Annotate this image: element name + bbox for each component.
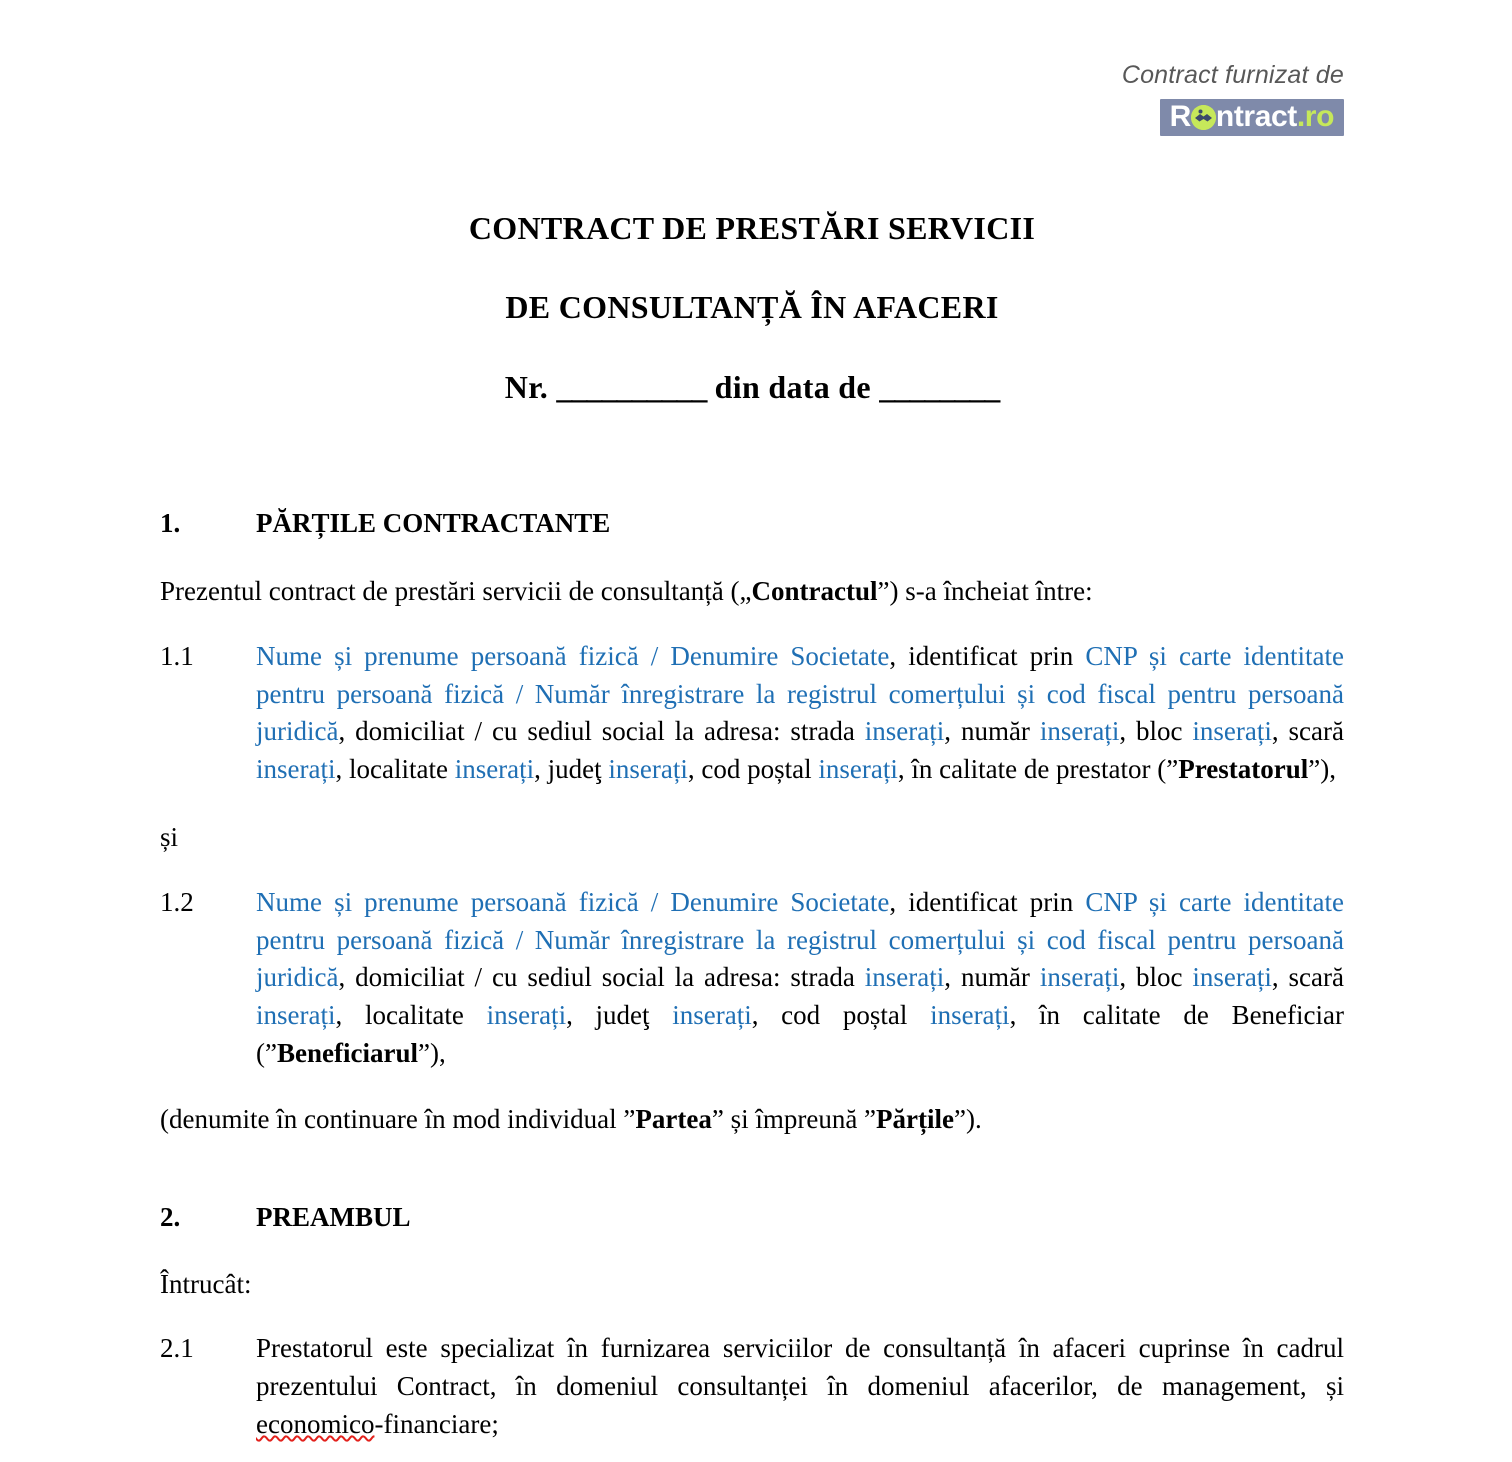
clause-1-1-number: 1.1: [160, 640, 194, 671]
field-party1-postcode[interactable]: inserați: [818, 754, 898, 785]
nr-label: Nr.: [504, 369, 557, 405]
intro-text-a: Prezentul contract de prestări servicii de consultanță (: [160, 576, 740, 606]
section-1-title: PĂRȚILE CONTRACTANTE: [256, 508, 611, 538]
intro-defined-term: Contractul: [751, 576, 878, 606]
parties-definition: (denumite în continuare în mod individual ”Partea” și împreună ”Părțile”).: [160, 1103, 982, 1134]
clause-1-2-number: 1.2: [160, 886, 194, 917]
field-party2-county[interactable]: inserați: [672, 1000, 752, 1031]
field-party1-staircase[interactable]: inserați: [256, 754, 336, 785]
intro-text-b: ) s-a încheiat între:: [889, 576, 1093, 606]
document-title-line1: CONTRACT DE PRESTĂRI SERVICII: [468, 210, 1036, 246]
field-party1-county[interactable]: inserați: [608, 754, 688, 785]
rontract-logo[interactable]: [1160, 99, 1344, 136]
branding-block: [1024, 62, 1344, 136]
field-party1-street[interactable]: inserați: [864, 716, 945, 747]
field-party2-postcode[interactable]: inserați: [930, 1000, 1010, 1031]
section-heading-1: [160, 508, 1344, 539]
section-2-lead: Întrucât:: [160, 1268, 252, 1299]
clause-2-1-body: Prestatorul este specializat în furnizarea serviciilor de consultanță în afaceri cuprinse în cadrul prezentului Contract, în domeniul consultanței în domeniul afacerilor, de management, și economico-financiare;: [256, 1333, 1344, 1439]
clause-1-1-body: Nume și prenume persoană fizică / Denumire Societate, identificat prin CNP și carte identitate pentru persoană fizică / Număr înregistrare la registrul comerțului și cod fiscal pentru persoană juridică, domiciliat / cu sediul social la adresa: strada inserați, număr inserați, bloc inserați, scară inserați, localitate inserați, judeţ inserați, cod poștal inserați, în calitate de prestator (”Prestatorul”),: [256, 640, 1345, 785]
clause-2-1: [160, 1330, 1344, 1443]
field-party2-street[interactable]: inserați: [864, 962, 945, 993]
field-party2-id[interactable]: CNP și carte identitate pentru persoană fizică / Număr înregistrare la registrul comerțului și cod fiscal pentru persoană juridică: [256, 886, 1344, 993]
intro-quote-open: „: [739, 576, 752, 606]
field-party2-city[interactable]: inserați: [486, 1000, 567, 1031]
logo-tld: .ro: [1296, 99, 1334, 133]
handshake-icon: [1191, 105, 1216, 130]
clause-1-2: [160, 884, 1344, 1073]
logo-letter-r: R: [1169, 99, 1191, 133]
clause-1-1: [160, 638, 1344, 789]
field-party1-city[interactable]: inserați: [454, 754, 535, 785]
clause-2-1-number: 2.1: [160, 1333, 194, 1364]
document-title-line2: DE CONSULTANȚĂ ÎN AFACERI: [505, 289, 999, 325]
defined-term-prestatorul: Prestatorul: [1178, 754, 1309, 785]
section-1-intro: [160, 573, 1344, 611]
clause-1-2-body: Nume și prenume persoană fizică / Denumire Societate, identificat prin CNP și carte identitate pentru persoană fizică / Număr înregistrare la registrul comerțului și cod fiscal pentru persoană juridică, domiciliat / cu sediul social la adresa: strada inserați, număr inserați, bloc inserați, scară inserați, localitate inserați, judeţ inserați, cod poștal inserați, în calitate de Beneficiar (”Beneficiarul”),: [256, 886, 1345, 1068]
field-party2-name[interactable]: Nume și prenume persoană fizică / Denumire Societate: [256, 886, 890, 917]
field-party2-block[interactable]: inserați: [1192, 962, 1272, 993]
defined-term-partile: Părțile: [876, 1103, 955, 1134]
intro-quote-close: ”: [877, 576, 890, 606]
defined-term-partea: Partea: [635, 1103, 712, 1134]
section-heading-2: [160, 1202, 1344, 1233]
section-2-number: 2.: [160, 1201, 181, 1232]
section-2-title: PREAMBUL: [256, 1201, 411, 1232]
document-number-line: [160, 371, 1344, 403]
brand-caption: Contract furnizat de: [1121, 61, 1344, 89]
spellcheck-error-economico: economico: [256, 1408, 375, 1439]
field-party2-staircase[interactable]: inserați: [256, 1000, 336, 1031]
field-party2-number[interactable]: inserați: [1039, 962, 1120, 993]
field-party1-block[interactable]: inserați: [1192, 716, 1272, 747]
field-party1-number[interactable]: inserați: [1039, 716, 1120, 747]
din-data-de-label: din data de: [706, 369, 880, 405]
field-party1-id[interactable]: CNP și carte identitate pentru persoană fizică / Număr înregistrare la registrul comerțului și cod fiscal pentru persoană juridică: [256, 640, 1344, 747]
nr-blank[interactable]: __________: [556, 369, 707, 405]
section-1-number: 1.: [160, 508, 181, 538]
conjunction-si: și: [160, 821, 179, 852]
logo-text-ntract: ntract: [1215, 99, 1297, 133]
date-blank[interactable]: ________: [879, 369, 1000, 405]
defined-term-beneficiarul: Beneficiarul: [276, 1037, 418, 1068]
field-party1-name[interactable]: Nume și prenume persoană fizică / Denumire Societate: [256, 640, 890, 671]
